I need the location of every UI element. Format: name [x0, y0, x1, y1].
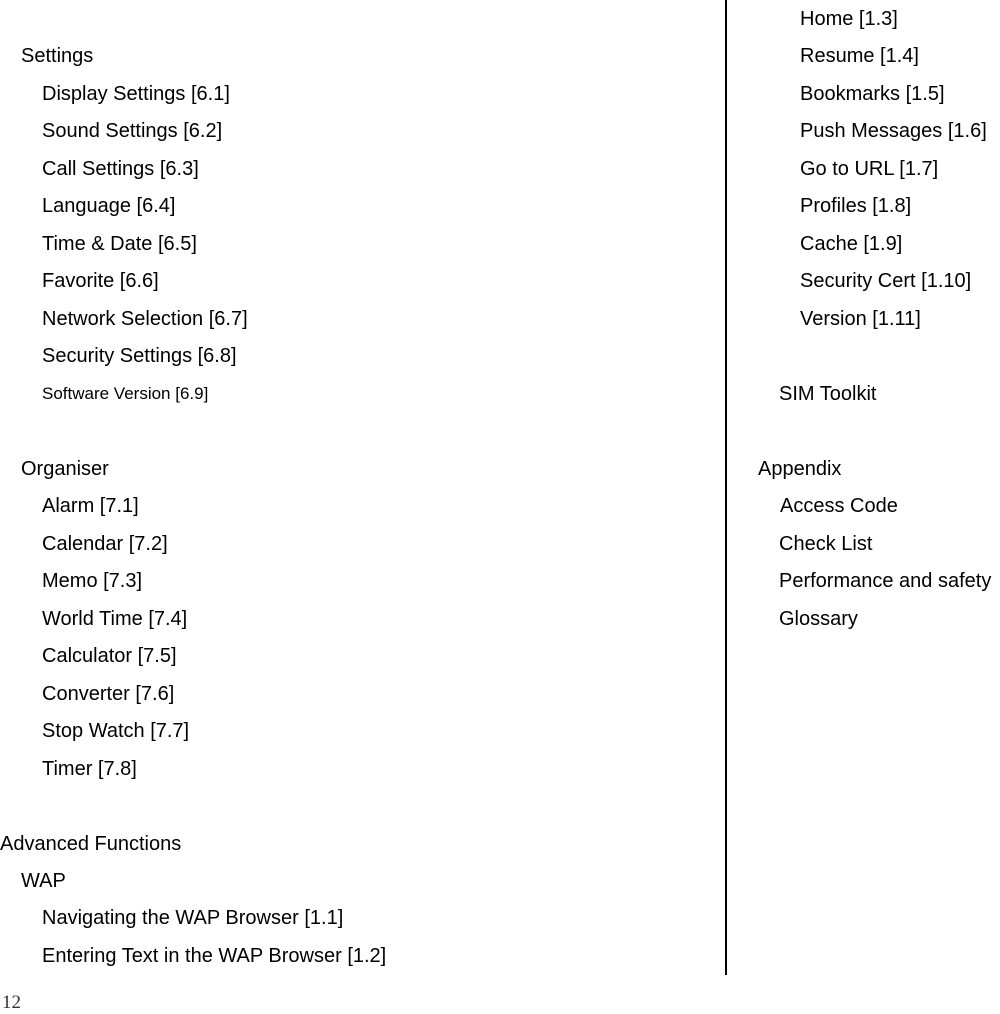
toc-entry[interactable]: Calendar [7.2]: [42, 533, 168, 555]
toc-entry[interactable]: Converter [7.6]: [42, 683, 175, 705]
toc-entry[interactable]: Memo [7.3]: [42, 570, 143, 592]
toc-entry[interactable]: World Time [7.4]: [42, 608, 188, 630]
toc-entry[interactable]: Language [6.4]: [42, 195, 176, 217]
column-divider: [725, 0, 727, 975]
toc-heading-settings[interactable]: Settings: [21, 45, 94, 67]
toc-entry[interactable]: Favorite [6.6]: [42, 270, 159, 292]
toc-entry[interactable]: Security Cert [1.10]: [800, 270, 972, 292]
toc-heading-organiser[interactable]: Organiser: [21, 458, 109, 480]
toc-entry[interactable]: Resume [1.4]: [800, 45, 919, 67]
toc-entry[interactable]: Security Settings [6.8]: [42, 345, 237, 367]
toc-entry[interactable]: Glossary: [779, 608, 858, 630]
toc-entry[interactable]: Network Selection [6.7]: [42, 308, 248, 330]
toc-entry[interactable]: Navigating the WAP Browser [1.1]: [42, 907, 344, 929]
toc-heading-wap[interactable]: WAP: [21, 870, 66, 892]
toc-entry[interactable]: Access Code: [780, 495, 898, 517]
page-number: 12: [2, 992, 21, 1013]
toc-entry[interactable]: Sound Settings [6.2]: [42, 120, 223, 142]
toc-entry[interactable]: Time & Date [6.5]: [42, 233, 197, 255]
toc-entry[interactable]: Cache [1.9]: [800, 233, 903, 255]
toc-entry[interactable]: Check List: [779, 533, 873, 555]
toc-entry[interactable]: Software Version [6.9]: [42, 384, 209, 403]
toc-entry[interactable]: Alarm [7.1]: [42, 495, 139, 517]
toc-entry[interactable]: Performance and safety: [779, 570, 992, 592]
toc-entry[interactable]: Calculator [7.5]: [42, 645, 177, 667]
toc-entry[interactable]: Go to URL [1.7]: [800, 158, 939, 180]
toc-heading-sim-toolkit[interactable]: SIM Toolkit: [779, 383, 877, 405]
toc-entry[interactable]: Entering Text in the WAP Browser [1.2]: [42, 945, 387, 967]
toc-entry[interactable]: Push Messages [1.6]: [800, 120, 987, 142]
toc-entry[interactable]: Profiles [1.8]: [800, 195, 912, 217]
toc-entry[interactable]: Bookmarks [1.5]: [800, 83, 945, 105]
toc-entry[interactable]: Display Settings [6.1]: [42, 83, 230, 105]
toc-heading-appendix[interactable]: Appendix: [758, 458, 842, 480]
toc-entry[interactable]: Timer [7.8]: [42, 758, 137, 780]
toc-entry[interactable]: Call Settings [6.3]: [42, 158, 199, 180]
toc-heading-advanced-functions[interactable]: Advanced Functions: [0, 833, 182, 855]
toc-entry[interactable]: Stop Watch [7.7]: [42, 720, 190, 742]
toc-entry[interactable]: Version [1.11]: [800, 308, 921, 330]
toc-entry[interactable]: Home [1.3]: [800, 8, 898, 30]
